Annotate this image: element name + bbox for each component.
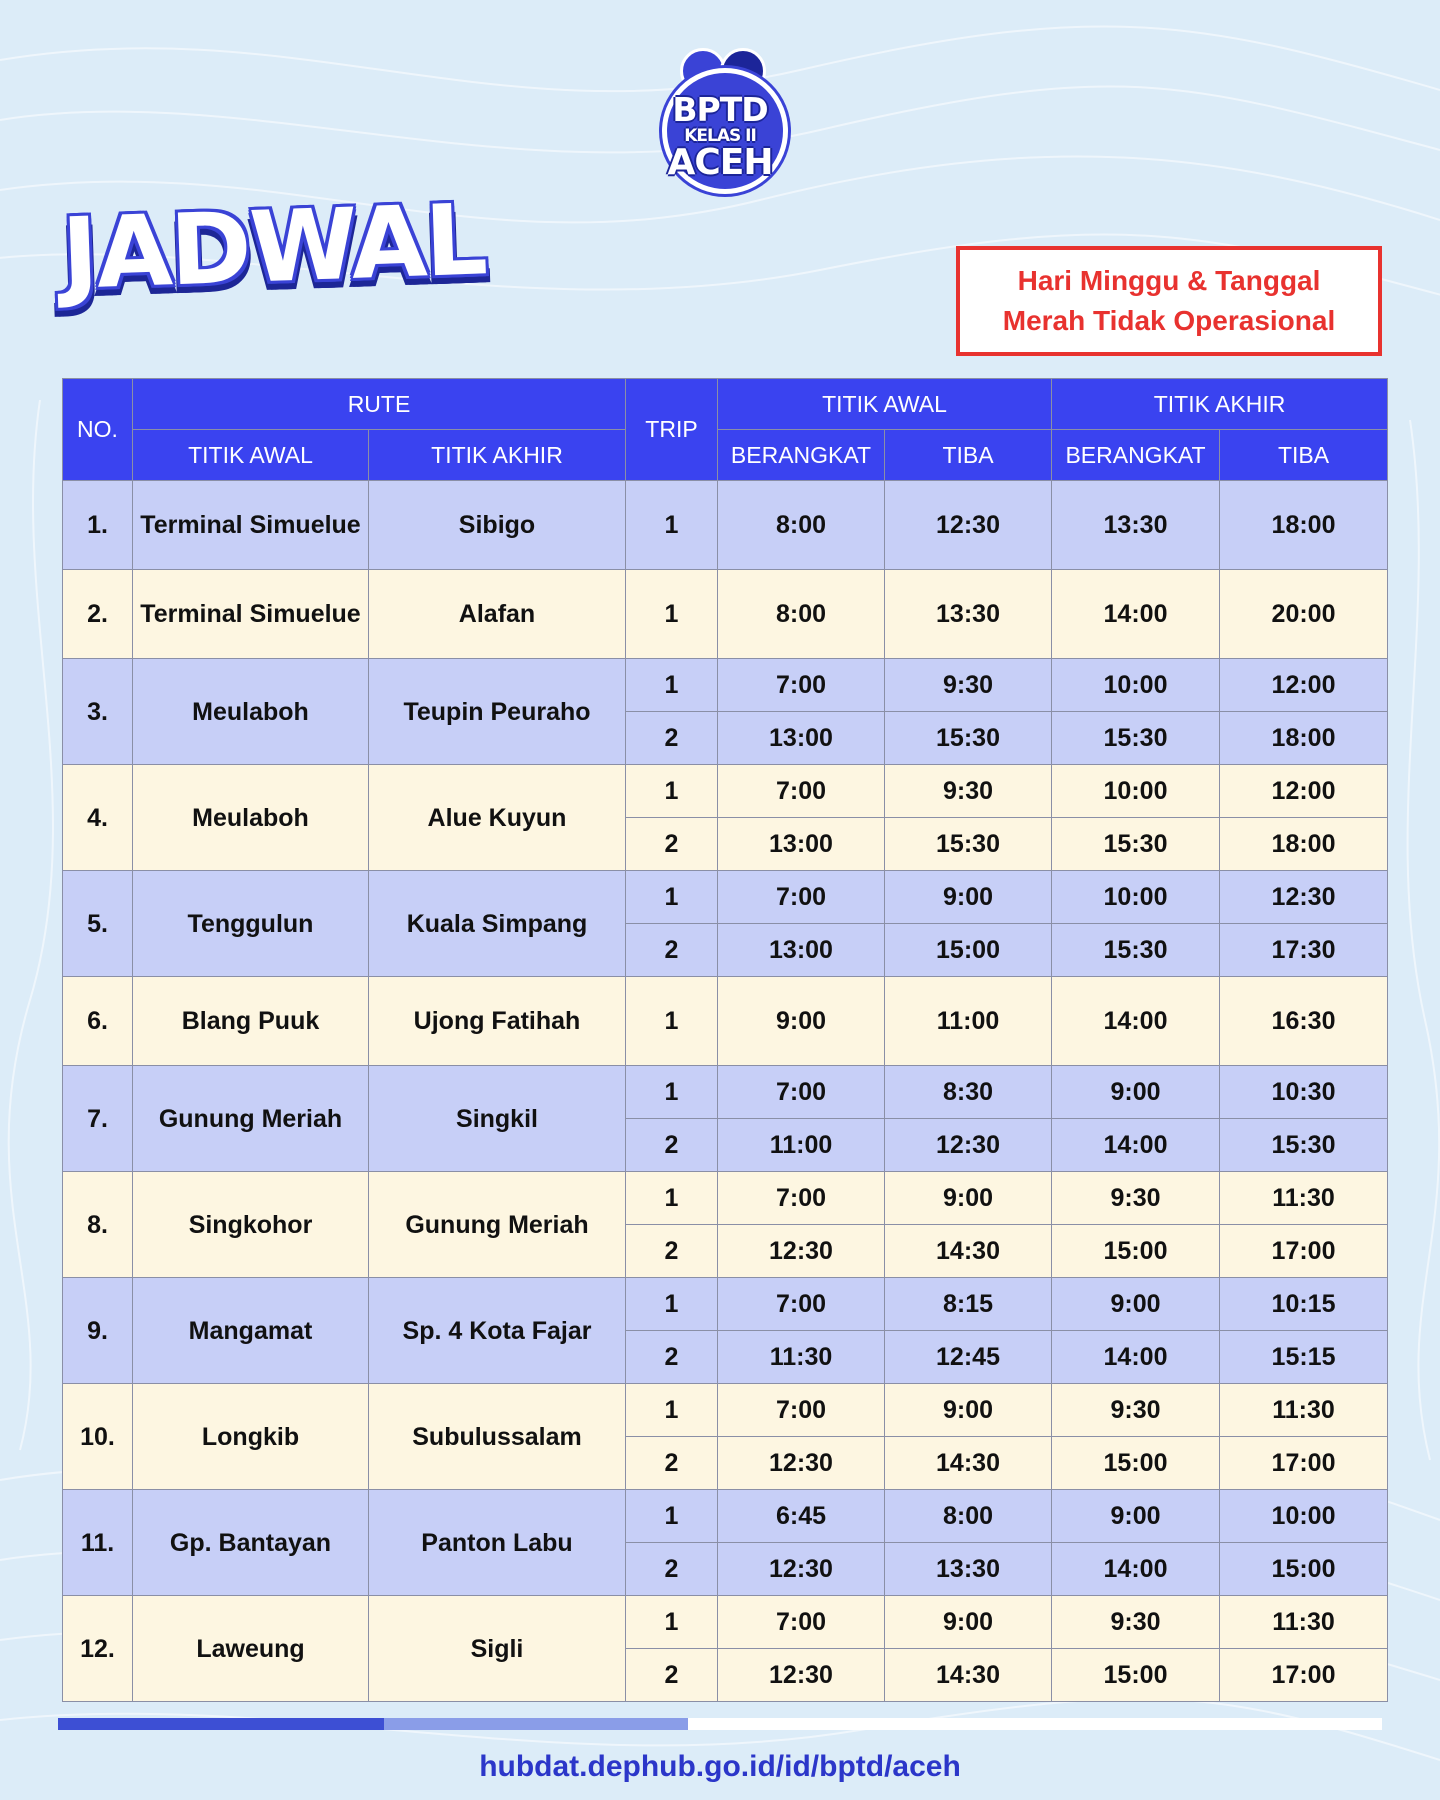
trip-number: 1 <box>626 481 718 570</box>
footer-progress-bar <box>58 1718 1382 1730</box>
end-depart-time: 15:30 <box>1052 924 1220 977</box>
table-row <box>63 977 1388 1066</box>
end-arrive-time: 12:00 <box>1220 659 1388 712</box>
route-destination: Sibigo <box>369 481 626 570</box>
route-number: 3. <box>63 659 133 765</box>
start-depart-time: 7:00 <box>718 1066 885 1119</box>
start-arrive-time: 9:00 <box>885 1384 1052 1437</box>
trip-number: 2 <box>626 712 718 765</box>
end-arrive-time: 11:30 <box>1220 1596 1388 1649</box>
trip-number: 1 <box>626 765 718 818</box>
end-arrive-time: 17:00 <box>1220 1225 1388 1278</box>
schedule-body <box>63 481 1388 1702</box>
end-depart-time: 9:30 <box>1052 1384 1220 1437</box>
page-title: JADWAL <box>60 183 488 312</box>
start-depart-time: 12:30 <box>718 1649 885 1702</box>
start-depart-time: 7:00 <box>718 659 885 712</box>
start-depart-time: 13:00 <box>718 712 885 765</box>
start-arrive-time: 9:00 <box>885 1172 1052 1225</box>
end-arrive-time: 10:15 <box>1220 1278 1388 1331</box>
route-number: 1. <box>63 481 133 570</box>
end-arrive-time: 10:30 <box>1220 1066 1388 1119</box>
start-arrive-time: 15:30 <box>885 712 1052 765</box>
start-depart-time: 12:30 <box>718 1225 885 1278</box>
end-arrive-time: 18:00 <box>1220 712 1388 765</box>
end-arrive-time: 15:00 <box>1220 1543 1388 1596</box>
bptd-logo <box>650 48 790 188</box>
table-row <box>63 481 1388 570</box>
start-depart-time: 6:45 <box>718 1490 885 1543</box>
start-depart-time: 7:00 <box>718 1278 885 1331</box>
trip-number: 1 <box>626 659 718 712</box>
header-no: NO. <box>63 379 133 481</box>
route-number: 5. <box>63 871 133 977</box>
route-origin: Blang Puuk <box>133 977 369 1066</box>
table-row <box>63 1278 1388 1331</box>
route-origin: Gunung Meriah <box>133 1066 369 1172</box>
route-destination: Ujong Fatihah <box>369 977 626 1066</box>
end-depart-time: 15:00 <box>1052 1437 1220 1490</box>
route-origin: Gp. Bantayan <box>133 1490 369 1596</box>
start-arrive-time: 9:00 <box>885 871 1052 924</box>
logo-line-1: BPTD <box>672 90 768 129</box>
start-arrive-time: 12:30 <box>885 1119 1052 1172</box>
trip-number: 2 <box>626 1543 718 1596</box>
start-arrive-time: 8:30 <box>885 1066 1052 1119</box>
end-arrive-time: 17:00 <box>1220 1649 1388 1702</box>
header-trip: TRIP <box>626 379 718 481</box>
trip-number: 1 <box>626 1066 718 1119</box>
header-start-arrive: TIBA <box>885 430 1052 481</box>
end-depart-time: 14:00 <box>1052 1119 1220 1172</box>
route-origin: Mangamat <box>133 1278 369 1384</box>
footer-url-link[interactable]: hubdat.dephub.go.id/id/bptd/aceh <box>479 1750 961 1783</box>
route-destination: Sp. 4 Kota Fajar <box>369 1278 626 1384</box>
start-arrive-time: 8:00 <box>885 1490 1052 1543</box>
trip-number: 2 <box>626 1225 718 1278</box>
end-depart-time: 9:00 <box>1052 1490 1220 1543</box>
route-number: 4. <box>63 765 133 871</box>
trip-number: 2 <box>626 924 718 977</box>
progress-segment-2 <box>384 1718 688 1730</box>
progress-segment-1 <box>58 1718 384 1730</box>
logo-line-3: ACEH <box>667 142 773 183</box>
route-number: 8. <box>63 1172 133 1278</box>
start-depart-time: 12:30 <box>718 1437 885 1490</box>
start-depart-time: 11:30 <box>718 1331 885 1384</box>
route-number: 7. <box>63 1066 133 1172</box>
end-depart-time: 10:00 <box>1052 765 1220 818</box>
route-destination: Panton Labu <box>369 1490 626 1596</box>
route-destination: Sigli <box>369 1596 626 1702</box>
start-depart-time: 7:00 <box>718 1596 885 1649</box>
route-origin: Laweung <box>133 1596 369 1702</box>
end-arrive-time: 16:30 <box>1220 977 1388 1066</box>
start-depart-time: 7:00 <box>718 1172 885 1225</box>
route-destination: Subulussalam <box>369 1384 626 1490</box>
route-origin: Terminal Simuelue <box>133 481 369 570</box>
end-depart-time: 9:00 <box>1052 1066 1220 1119</box>
start-arrive-time: 9:00 <box>885 1596 1052 1649</box>
header-start-depart: BERANGKAT <box>718 430 885 481</box>
route-number: 11. <box>63 1490 133 1596</box>
table-row <box>63 1384 1388 1437</box>
end-depart-time: 9:00 <box>1052 1278 1220 1331</box>
start-depart-time: 7:00 <box>718 765 885 818</box>
route-number: 12. <box>63 1596 133 1702</box>
end-arrive-time: 15:30 <box>1220 1119 1388 1172</box>
end-depart-time: 10:00 <box>1052 871 1220 924</box>
trip-number: 1 <box>626 1490 718 1543</box>
route-destination: Kuala Simpang <box>369 871 626 977</box>
logo-line-2: KELAS II <box>684 126 756 146</box>
end-arrive-time: 20:00 <box>1220 570 1388 659</box>
start-depart-time: 7:00 <box>718 1384 885 1437</box>
trip-number: 1 <box>626 570 718 659</box>
route-destination: Singkil <box>369 1066 626 1172</box>
start-arrive-time: 13:30 <box>885 570 1052 659</box>
table-row <box>63 659 1388 712</box>
end-depart-time: 14:00 <box>1052 977 1220 1066</box>
route-origin: Singkohor <box>133 1172 369 1278</box>
route-number: 2. <box>63 570 133 659</box>
route-destination: Gunung Meriah <box>369 1172 626 1278</box>
start-depart-time: 7:00 <box>718 871 885 924</box>
route-origin: Meulaboh <box>133 765 369 871</box>
start-depart-time: 13:00 <box>718 818 885 871</box>
route-number: 6. <box>63 977 133 1066</box>
start-arrive-time: 14:30 <box>885 1225 1052 1278</box>
table-row <box>63 1066 1388 1119</box>
table-row <box>63 570 1388 659</box>
start-arrive-time: 8:15 <box>885 1278 1052 1331</box>
end-arrive-time: 11:30 <box>1220 1172 1388 1225</box>
trip-number: 2 <box>626 1437 718 1490</box>
end-arrive-time: 17:00 <box>1220 1437 1388 1490</box>
route-origin: Meulaboh <box>133 659 369 765</box>
table-row <box>63 1490 1388 1543</box>
end-arrive-time: 18:00 <box>1220 481 1388 570</box>
end-depart-time: 14:00 <box>1052 1331 1220 1384</box>
end-depart-time: 15:00 <box>1052 1649 1220 1702</box>
end-depart-time: 15:00 <box>1052 1225 1220 1278</box>
start-depart-time: 12:30 <box>718 1543 885 1596</box>
end-depart-time: 14:00 <box>1052 1543 1220 1596</box>
route-destination: Teupin Peuraho <box>369 659 626 765</box>
non-operational-notice: Hari Minggu & Tanggal Merah Tidak Operasional <box>956 246 1382 356</box>
end-depart-time: 14:00 <box>1052 570 1220 659</box>
header-rute: RUTE <box>133 379 626 430</box>
trip-number: 1 <box>626 1278 718 1331</box>
trip-number: 2 <box>626 1331 718 1384</box>
table-row <box>63 1596 1388 1649</box>
header-route-from: TITIK AWAL <box>133 430 369 481</box>
end-arrive-time: 10:00 <box>1220 1490 1388 1543</box>
end-depart-time: 9:30 <box>1052 1172 1220 1225</box>
header-titik-awal-group: TITIK AWAL <box>718 379 1052 430</box>
end-arrive-time: 12:00 <box>1220 765 1388 818</box>
schedule-header <box>63 379 1388 481</box>
start-arrive-time: 13:30 <box>885 1543 1052 1596</box>
table-row <box>63 765 1388 818</box>
end-depart-time: 15:30 <box>1052 818 1220 871</box>
start-arrive-time: 12:30 <box>885 481 1052 570</box>
header-titik-akhir-group: TITIK AKHIR <box>1052 379 1388 430</box>
start-depart-time: 8:00 <box>718 481 885 570</box>
route-number: 10. <box>63 1384 133 1490</box>
table-row <box>63 871 1388 924</box>
route-origin: Tenggulun <box>133 871 369 977</box>
end-arrive-time: 12:30 <box>1220 871 1388 924</box>
start-depart-time: 11:00 <box>718 1119 885 1172</box>
route-origin: Longkib <box>133 1384 369 1490</box>
end-depart-time: 15:30 <box>1052 712 1220 765</box>
trip-number: 1 <box>626 1596 718 1649</box>
end-arrive-time: 18:00 <box>1220 818 1388 871</box>
end-arrive-time: 17:30 <box>1220 924 1388 977</box>
header-route-to: TITIK AKHIR <box>369 430 626 481</box>
trip-number: 2 <box>626 1119 718 1172</box>
end-depart-time: 10:00 <box>1052 659 1220 712</box>
start-depart-time: 13:00 <box>718 924 885 977</box>
start-arrive-time: 12:45 <box>885 1331 1052 1384</box>
trip-number: 1 <box>626 1172 718 1225</box>
header-end-arrive: TIBA <box>1220 430 1388 481</box>
start-depart-time: 9:00 <box>718 977 885 1066</box>
table-row <box>63 1172 1388 1225</box>
progress-segment-3 <box>688 1718 1382 1730</box>
trip-number: 1 <box>626 1384 718 1437</box>
start-arrive-time: 11:00 <box>885 977 1052 1066</box>
schedule-table <box>62 378 1388 1702</box>
route-destination: Alue Kuyun <box>369 765 626 871</box>
end-depart-time: 9:30 <box>1052 1596 1220 1649</box>
trip-number: 1 <box>626 977 718 1066</box>
start-arrive-time: 9:30 <box>885 659 1052 712</box>
start-arrive-time: 9:30 <box>885 765 1052 818</box>
end-arrive-time: 11:30 <box>1220 1384 1388 1437</box>
trip-number: 2 <box>626 818 718 871</box>
start-arrive-time: 15:30 <box>885 818 1052 871</box>
end-depart-time: 13:30 <box>1052 481 1220 570</box>
route-origin: Terminal Simuelue <box>133 570 369 659</box>
start-depart-time: 8:00 <box>718 570 885 659</box>
end-arrive-time: 15:15 <box>1220 1331 1388 1384</box>
start-arrive-time: 14:30 <box>885 1437 1052 1490</box>
trip-number: 1 <box>626 871 718 924</box>
header-end-depart: BERANGKAT <box>1052 430 1220 481</box>
trip-number: 2 <box>626 1649 718 1702</box>
route-number: 9. <box>63 1278 133 1384</box>
route-destination: Alafan <box>369 570 626 659</box>
start-arrive-time: 14:30 <box>885 1649 1052 1702</box>
start-arrive-time: 15:00 <box>885 924 1052 977</box>
